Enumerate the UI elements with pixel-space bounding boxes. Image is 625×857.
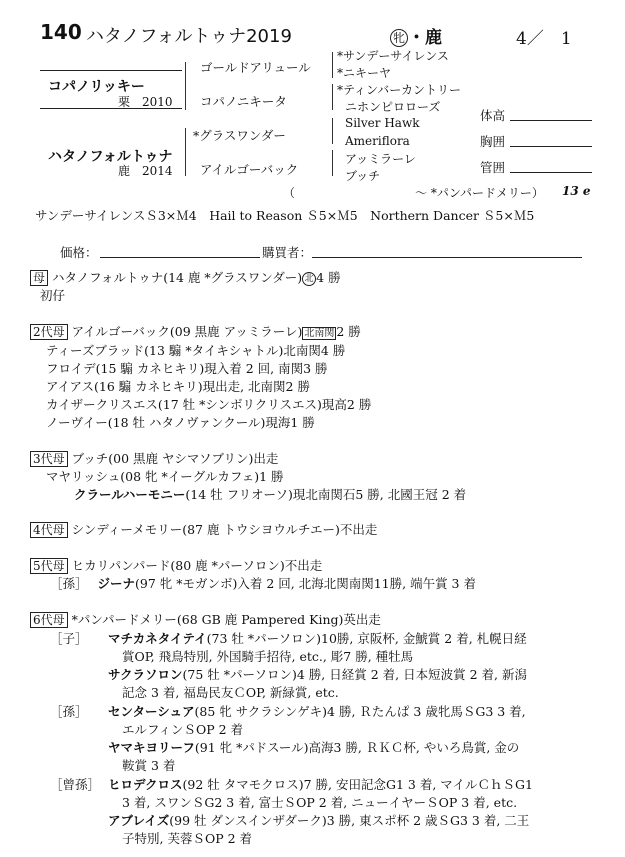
horse-record: (85 牝 サクラシンゲキ)4 勝, Ｒたんぱ 3 歳牝馬ＳG3 3 着, bbox=[194, 704, 526, 719]
g2-head-wins: 2 勝 bbox=[336, 324, 361, 339]
dam-progeny: 初仔 bbox=[40, 288, 66, 303]
table-row bbox=[50, 775, 533, 793]
dam-line: ハタノフォルトゥナ(14 鹿 *グラスワンダー) bbox=[52, 270, 303, 285]
horse-name: ジーナ bbox=[97, 576, 136, 591]
table-row bbox=[50, 738, 519, 756]
row-continuation: エルフィンＳOP 2 着 bbox=[122, 722, 244, 737]
dam-info: 鹿 2014 bbox=[118, 164, 173, 178]
region-mark-icon: 北 bbox=[302, 272, 316, 286]
pedigree-ddd: ブッチ bbox=[345, 169, 381, 183]
section-tag: 6代母 bbox=[30, 612, 68, 628]
horse-record: (91 牝 *パドスール)高海3 勝, ＲＫＣ杯, やいろ鳥賞, 金の bbox=[194, 740, 520, 755]
sex-mark: 牝 bbox=[390, 29, 408, 47]
table-row bbox=[50, 665, 527, 683]
sex-color bbox=[390, 23, 442, 48]
sire-name: コパノリッキー bbox=[48, 79, 145, 95]
table-row bbox=[50, 629, 527, 647]
g3-head: ブッチ(00 黒鹿 ヤシマソブリン)出走 bbox=[71, 451, 279, 466]
relation-tag: ［孫］ bbox=[50, 704, 88, 719]
horse-record: (92 牡 タマモクロス)7 勝, 安田記念G1 3 着, マイルＣｈＳG1 bbox=[182, 777, 533, 792]
horse-record: (75 牡 *パーソロン)4 勝, 日経賞 2 着, 日本短波賞 2 着, 新潟 bbox=[182, 667, 527, 682]
section-tag: 5代母 bbox=[30, 558, 68, 574]
horse-name: クラールハーモニー bbox=[74, 487, 186, 502]
section-tag: 3代母 bbox=[30, 451, 68, 467]
pedigree-sd: コパノニキータ bbox=[200, 94, 287, 109]
g5-head: ヒカリパンパード(80 鹿 *パーソロン)不出走 bbox=[71, 558, 323, 573]
horse-name: センターシュア bbox=[108, 704, 195, 719]
dam-section bbox=[30, 268, 341, 286]
g4-section bbox=[30, 520, 377, 538]
coat-color: ・鹿 bbox=[408, 28, 442, 48]
bracket-ds bbox=[332, 118, 333, 144]
row-continuation: 子特別, 芙蓉ＳOP 2 着 bbox=[122, 831, 253, 846]
cannon-label: 管囲 bbox=[480, 160, 506, 175]
list-item: マヤリッシュ(08 牝 *イーグルカフェ)1 勝 bbox=[46, 469, 284, 484]
list-item: ティーズブラッド(13 騸 *タイキシャトル)北南関4 勝 bbox=[46, 343, 346, 358]
row-continuation: 記念 3 着, 福島民友ＣOP, 新緑賞, etc. bbox=[122, 685, 339, 700]
pedigree-ss: ゴールドアリュール bbox=[200, 60, 311, 75]
g6-head: *パンパードメリー(68 GB 鹿 Pampered King)英出走 bbox=[71, 612, 381, 627]
price-label: 価格： bbox=[60, 245, 98, 260]
horse-name: ヤマキヨリーフ bbox=[108, 740, 195, 755]
chest-field[interactable] bbox=[510, 146, 592, 147]
horse-name: サクラソロン bbox=[108, 667, 183, 682]
pedigree-sire-top-line bbox=[40, 70, 182, 71]
family-line: （ ～ *パンパードメリー） bbox=[283, 186, 544, 200]
row-continuation: 3 着, スワンＳG2 3 着, 富士ＳOP 2 着, ニューイヤーＳOP 3 着, etc. bbox=[122, 795, 518, 810]
bracket-sire bbox=[185, 62, 186, 110]
family-number: 13 e bbox=[562, 184, 591, 198]
price-field[interactable] bbox=[100, 257, 260, 258]
list-item: アイアス(16 騸 カネヒキリ)現出走, 北南関2 勝 bbox=[46, 379, 310, 394]
list-item: フロイデ(15 騸 カネヒキリ)現入着 2 回, 南関3 勝 bbox=[46, 361, 328, 376]
height-field[interactable] bbox=[510, 120, 592, 121]
pedigree-dsd: Ameriflora bbox=[345, 134, 410, 148]
bracket-dd bbox=[332, 150, 333, 176]
g5-section bbox=[30, 556, 322, 574]
pedigree-dds: アッミラーレ bbox=[345, 152, 416, 166]
section-tag: 2代母 bbox=[30, 324, 68, 340]
inbreeding: サンデーサイレンスＳ3×Ｍ4 Hail to Reason Ｓ5×Ｍ5 Northern Dancer Ｓ5×Ｍ5 bbox=[35, 208, 535, 223]
horse-record: (99 牡 ダンスインザダーク)3 勝, 東スポ杯 2 歳ＳG3 3 着, 二王 bbox=[169, 813, 530, 828]
region-mark-icon: 北南関 bbox=[304, 328, 335, 339]
horse-name: アブレイズ bbox=[108, 813, 170, 828]
relation-tag: ［孫］ bbox=[50, 576, 88, 591]
relation-tag: ［曾孫］ bbox=[50, 777, 101, 792]
sire-info: 栗 2010 bbox=[118, 95, 173, 109]
pedigree-dd: アイルゴーバック bbox=[200, 162, 299, 177]
pedigree-sdd: ニホンピロローズ bbox=[345, 100, 441, 114]
catalog-number: 140 bbox=[40, 20, 82, 44]
list-item: ノーヴイー(18 牡 ハタノヴァンクール)現海1 勝 bbox=[46, 415, 315, 430]
g3-section bbox=[30, 449, 278, 467]
g6-section bbox=[30, 610, 381, 628]
height-label: 体高 bbox=[480, 108, 506, 123]
section-tag: 4代母 bbox=[30, 522, 68, 538]
g2-head: アイルゴーバック(09 黒鹿 アッミラーレ) bbox=[71, 324, 303, 339]
dam-name: ハタノフォルトゥナ bbox=[48, 149, 173, 165]
relation-tag: ［子］ bbox=[50, 631, 88, 646]
cannon-field[interactable] bbox=[510, 172, 592, 173]
list-item bbox=[74, 485, 466, 503]
horse-name: マチカネタイテイ bbox=[108, 631, 207, 646]
horse-name: ハタノフォルトゥナ2019 bbox=[86, 26, 292, 47]
table-row bbox=[50, 811, 529, 829]
bracket-sd bbox=[332, 84, 333, 110]
buyer-field[interactable] bbox=[312, 257, 582, 258]
pedigree-sds: *ティンバーカントリー bbox=[337, 83, 461, 97]
bracket-dam bbox=[185, 128, 186, 176]
list-item bbox=[50, 574, 476, 592]
pedigree-dss: Silver Hawk bbox=[345, 116, 420, 130]
horse-record: (73 牡 *パーソロン)10勝, 京阪杯, 金鯱賞 2 着, 札幌日経 bbox=[206, 631, 527, 646]
row-continuation: 賞OP, 飛鳥特別, 外国騎手招待, etc., 彫7 勝, 種牡馬 bbox=[122, 649, 414, 664]
horse-name: ヒロデクロス bbox=[108, 777, 183, 792]
list-item: カイザークリスエス(17 牡 *シンボリクリスエス)現高2 勝 bbox=[46, 397, 372, 412]
buyer-label: 購買者： bbox=[262, 245, 313, 260]
pedigree-sss: *サンデーサイレンス bbox=[337, 49, 449, 63]
table-row bbox=[50, 702, 526, 720]
horse-record: (14 牡 フリオーソ)現北南関石5 勝, 北國王冠 2 着 bbox=[185, 487, 467, 502]
horse-record: (97 牝 *モガンボ)入着 2 回, 北海北関南関11勝, 端午賞 3 着 bbox=[135, 576, 476, 591]
pedigree-ssd: *ニキーヤ bbox=[337, 66, 392, 80]
section-tag: 母 bbox=[30, 270, 48, 286]
g2-section bbox=[30, 322, 361, 340]
g4-head: シンディーメモリー(87 鹿 トウシヨウルチエー)不出走 bbox=[71, 522, 378, 537]
chest-label: 胸囲 bbox=[480, 134, 506, 149]
row-continuation: 鞍賞 3 着 bbox=[122, 758, 176, 773]
bracket-ss bbox=[332, 52, 333, 78]
foaling-date: 4／ 1 bbox=[516, 29, 572, 49]
pedigree-ds: *グラスワンダー bbox=[193, 128, 286, 143]
pedigree-sire-bottom-line bbox=[40, 108, 182, 109]
dam-wins: 4 勝 bbox=[316, 270, 341, 285]
